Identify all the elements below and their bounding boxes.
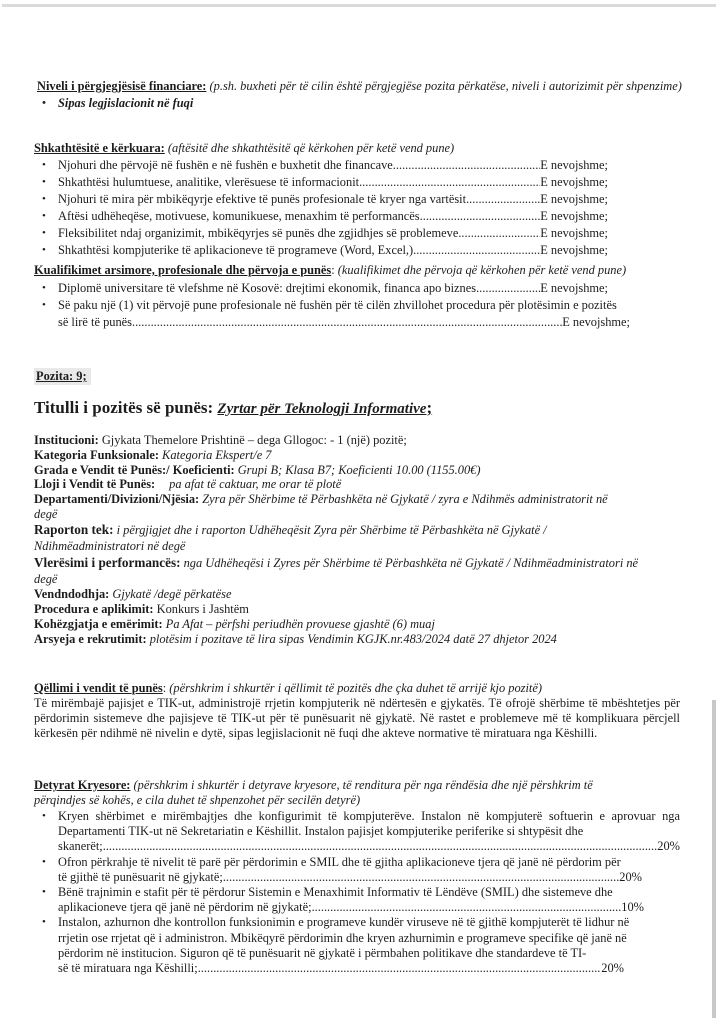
- purpose-body: Të mirëmbajë pajisjet e TIK-ut, administrojë rrjetin kompjuterik në ndërtesën e gjykatës. Të ofrojë shërbime të mbështetjes për përdorimin sistemeve dhe pajisjeve të TIK-ut për të punësuarit në gjykatë. Në rastet e problemeve më të komplikuara përcjell kërkesën për ndihmë në nivelin e dytë, sipas legjislacionit në fuqi dhe akteve normative të miratuara nga Këshilli.: [34, 696, 680, 741]
- info-institucioni: Institucioni: Gjykata Themelore Prishtinë – dega Gllogoc: - 1 (një) pozitë;: [34, 433, 407, 447]
- scan-edge-top: [2, 4, 716, 7]
- info-kohezgjatja: Kohëzgjatja e emërimit: Pa Afat – përfshi periudhën provuese gjashtë (6) muaj: [34, 617, 435, 631]
- info-departamenti: Departamenti/Divizioni/Njësia: Zyra për Shërbime të Përbashkëta në Gjykatë / zyra e Ndihmës administratorit në degë: [34, 492, 608, 521]
- skill-item: • Njohuri dhe përvojë në fushën e në fushën e buxhetit dhe financave ..... E nevojshme;: [34, 157, 608, 174]
- skill-item: • Shkathtësi kompjuterike të aplikacioneve të programeve (Word, Excel,) ..... E nevojshme;: [34, 242, 608, 259]
- info-grada: Grada e Vendit të Punës:/ Koeficienti: Grupi B; Klasa B7; Koeficienti 10.00 (1155.00€): [34, 462, 481, 477]
- position-number-block: [34, 368, 690, 385]
- position-title-label: Titulli i pozitës së punës:: [34, 398, 218, 417]
- position-title-value: Zyrtar për Teknologji Informative: [217, 401, 427, 417]
- info-vendndodhja: Vendndodhja: Gjykatë /degë përkatëse: [34, 587, 232, 602]
- qualifications-heading: Kualifikimet arsimore, profesionale dhe përvoja e punës: [34, 263, 332, 277]
- financial-item: • Sipas legjislacionit në fuqi: [34, 96, 690, 111]
- position-info: [34, 433, 690, 647]
- financial-section: [34, 79, 690, 111]
- duty-item: • Bënë trajnimin e stafit për të përdorur Sistemin e Menaxhimit Informativ të Lëndëve (SMIL) dhe sistemeve dhe aplikacioneve tjera që janë në përdorim në gjykatë; ..... 10%: [34, 885, 680, 915]
- position-title: Titulli i pozitës së punës: Zyrtar për Teknologji Informative;: [34, 398, 433, 417]
- info-vleresimi: Vlerësimi i performancës: nga Udhëheqësi i Zyres për Shërbime të Përbashkëta në Gjykatë / Ndihmëadministratori në degë: [34, 554, 639, 586]
- position-number: Pozita: 9;: [34, 368, 91, 385]
- scan-edge-right: [712, 700, 716, 1018]
- skill-item: • Njohuri të mira për mbikëqyrje efektive të punës profesionale të kryer nga vartësit ..... E nevojshme;: [34, 191, 608, 208]
- financial-note: (p.sh. buxheti për të cilin është përgjegjëse pozita përkatëse, niveli i autorizimit për shpenzime): [206, 79, 682, 93]
- info-procedura: Procedura e aplikimit: Konkurs i Jashtëm: [34, 602, 249, 617]
- skill-item: • Aftësi udhëheqëse, motivuese, komunikuese, menaxhim të performancës ..... E nevojshme;: [34, 208, 608, 225]
- duties-heading: Detyrat Kryesore:: [34, 778, 131, 792]
- duties-section: [34, 778, 680, 976]
- duty-item: • Instalon, azhurnon dhe kontrollon funksionimin e programeve kundër viruseve në të gjithë kompjuterët të lidhur në rrjetin ose rrjetat që i administron. Mbikëqyrë përdorimin dhe kryen azhurnimin e programeve specifike që janë në përdorim në institucion. Siguron që të punësuarit në gjykatë i përmbahen politikave dhe standardeve të TI- së të miratuara nga Këshilli; ..... 20%: [34, 915, 680, 976]
- purpose-section: Qëllimi i vendit të punës: (përshkrim i shkurtër i qëllimit të pozitës dhe çka duhet të arrijë kjo pozitë) Të mirëmbajë pajisjet e TIK-ut, administrojë rrjetin kompjuterik në ndërtesën e gjykatës. Të ofrojë shërbime të mbështetjes për përdorimin sistemeve dhe pajisjeve të TIK-ut për të punësuarit në gjykatë. Në rastet e problemeve më të komplikuara përcjell kërkesën për ndihmë në nivelin e dytë, sipas legjislacionit në fuqi dhe akteve normative të miratuara nga Këshilli.: [34, 681, 680, 741]
- qualifications-note: (kualifikimet dhe përvoja që kërkohen për ketë vend pune): [334, 263, 627, 277]
- qualification-item: • Së paku një (1) vit përvojë pune profesionale në fushën për të cilën zhvillohet procedura për plotësimin e pozitës së lirë të punës ..... E nevojshme;: [34, 297, 630, 331]
- skills-section: [34, 141, 690, 259]
- purpose-note: (përshkrim i shkurtër i qëllimit të pozitës dhe çka duhet të arrijë kjo pozitë): [166, 681, 542, 695]
- duties-note: (përshkrim i shkurtër i detyrave kryesore, të renditura për nga rëndësia dhe një përshkrim të përqindjes së kohës, e cila duhet të shpenzohet për secilën detyrë): [34, 778, 593, 807]
- skill-item: • Shkathtësi hulumtuese, analitike, vlerësuese të informacionit ..... E nevojshme;: [34, 174, 608, 191]
- qualification-item: • Diplomë universitare të vlefshme në Kosovë: drejtimi ekonomik, financa apo biznes ..... E nevojshme;: [34, 280, 608, 297]
- skills-heading: Shkathtësitë e kërkuara:: [34, 141, 165, 155]
- duty-item: • Ofron përkrahje të nivelit të parë për përdorimin e SMIL dhe të gjitha aplikacioneve tjera që janë në përdorim për të gjithë të punësuarit në gjykatë; ..... 20%: [34, 855, 680, 885]
- info-raporton: Raporton tek: i përgjigjet dhe i raporton Udhëheqësit Zyra për Shërbime të Përbashkëta në Gjykatë / Ndihmëadministratori në degë: [34, 521, 547, 554]
- financial-heading: Niveli i përgjegjësisë financiare:: [37, 79, 207, 93]
- duty-item: • Kryen shërbimet e mirëmbajtjes dhe konfigurimit të kompjuterëve. Instalon në kompjuterë softuerin e aprovuar nga Departamenti TIK-ut në Sekretariatin e Këshillit. Instalon pajisjet kompjuterike periferike si shtypësit dhe skanerët; ..... 20%: [34, 809, 680, 855]
- qualifications-section: Kualifikimet arsimore, profesionale dhe përvoja e punës: (kualifikimet dhe përvoja që kërkohen për ketë vend pune) • Diplomë universitare të vlefshme në Kosovë: drejtimi ekonomik, financa apo biznes ..... E nevojshme; • Së paku një (1) vit përvojë pune profesionale në fushën për të cilën zhvillohet procedura për plotësimin e pozitës së lirë të punës ..... E nevojshme;: [34, 263, 690, 331]
- info-arsyeja: Arsyeja e rekrutimit: plotësim i pozitave të lira sipas Vendimin KGJK.nr.483/2024 datë 27 dhjetor 2024: [34, 631, 557, 646]
- skills-note: (aftësitë dhe shkathtësitë që kërkohen për ketë vend pune): [164, 141, 455, 155]
- info-lloji: Lloji i Vendit të Punës: pa afat të caktuar, me orar të plotë: [34, 477, 342, 492]
- purpose-heading: Qëllimi i vendit të punës: [34, 681, 163, 695]
- info-kategoria: Kategoria Funksionale: Kategoria Ekspert/e 7: [34, 447, 272, 462]
- skill-item: • Fleksibilitet ndaj organizimit, mbikëqyrjes së punës dhe zgjidhjes së problemeve ..... E nevojshme;: [34, 225, 608, 242]
